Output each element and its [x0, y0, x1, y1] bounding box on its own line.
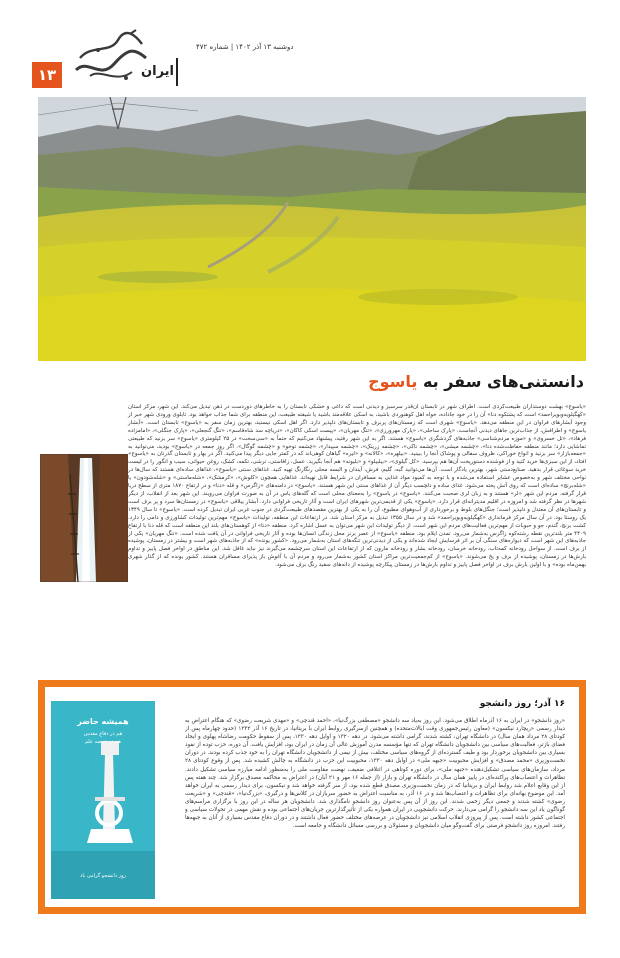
student-day-box	[38, 680, 586, 914]
article-body	[34, 404, 586, 678]
page-number: ۱۳	[32, 62, 62, 88]
poster-subtitle-2: هم در عرصه علم	[84, 739, 121, 745]
headline-text: دانستنی‌های سفر به	[417, 372, 584, 391]
page-header	[0, 0, 620, 92]
headline-highlight: یاسوج	[368, 372, 418, 391]
landscape-photo	[38, 97, 586, 361]
article-paragraph: «یاسوج» بهشت دوستداران طبیعت‌گردی است. اطراف شهر در تابستان آن‌قدر سرسبز و دیدنی است که داغی و خشکی تابستان را به خاطرهای دوردست در ذهن تبدیل می‌کند. این شهر، مرکز استان «کهگیلویه‌وبویراحمد» است که پشتکوه دنا» آن را در خود جاداده، خواه اهل کوهنوردی باشید، به اسکی علاقه‌مند باشید یا شیفته طبیعت، این منطقه برای شما جذاب خواهد بود. تابلوی ورودی شهر خبر از وجود آبشارهای فراوان در این منطقه می‌دهد. «یاسوج» شهری است که زمستان‌های پربرف و تابستان‌های دلپذیر دارد. اگر اهل اسکی نیستید، بهترین زمان سفر به «یاسوج» تابستان است. «آبشار یاسوج» و اطرافش، از جذاب‌ترین جاهای دیدنی آنجاست. «پارک ساحلی»، «پارک مهرورزی»، «تنگ مهریان»، «پیست اسکی کاکان»، «دریاچه سد شاه‌قاسم»، «تنگ گنجعلی»، «پارک جنگلی»، «امامزاده فرهاد»، «تل خسروی» و «موزه مردم‌شناسی» جاذبه‌های گردشگری «یاسوج» هستند. اگر به این شهر رفتید، پیشنهاد می‌کنیم که حتماً به «سی‌سخت» در ۲۵ کیلومتری «یاسوج» سر بزنید که طبیعتی تماشایی دارد؛ مانند منطقه حفاظت‌شده دنا»، «چشمه میشی»، «چشمه ناکی»، «چشمه زرینک»، «چشمه سپیدار»، «چشمه توخو» و «چشمه گوگال». اگر روز جمعه در «یاسوج» بودید، می‌توانید به «جمعه‌بازار» سر بزنید و انواع خوراکی، ظروف سفالی و پوشاک آنجا را ببینید. «بیلهره»، «کالانه» و «لیره» گیاهان کوهی‌اند که در کمتر جایی دیگر پیدا می‌کنید. اگر در بهار و تابستان گذرتان به «یاسوج» افتاد، از این سبزی‌ها خرید کنید و از فوشنده دستورپخت آن‌ها هم بپرسید. «کل گیلوی»، «بیلبیلو» و «بلیونه» هم آنجا بگیرید. عسل، زافاستی، ترشی، تکمه، کشک، روغن حیوانی، سیب و انگور را در لیست خرید سوغاتی قرار بدهید. صنایع‌دستی شهر، بهترین یادگار است. آن‌ها می‌توانید گبه، گلیم، فرش، آیندان و البسه محلی رنگارنگ تهیه کنید. غذاهای سنتی «یاسوج»، غذاهای ساده‌ای هستند که سال‌ها در نواحی مختلف شهر و به‌خصوص عشایر استفاده می‌شده و با توجه به کمبود مواد غذایی به مسافران در شرایط قابل تهیه‌اند. غذاهایی همچون «کلوش»، «کرمشک»، «شله‌ماستی» و «شله‌شودون» یا «شله‌برنج» ساده‌ای است که روی آتش پخته می‌شود. غذای ساده و دلچسب دیگر آن از غذاهای سنتی این شهر هستند. «یاسوج» در دامنه‌های «زاگرس» و قله «دنا» و در ارتفاع ۱۸۷۰ متری از سطح دریا قرار گرفته. مردم این شهر «لر» هستند و به زبان لری صحبت می‌کنند. «یاسوج» در یاسوج» را به‌معنای محلی است که گله‌های یاس در آن به صورت فراوان می‌رویند. این شهر بعد از انقلاب، از دیگر شهرها در نظر گرفته شد و امروزه در اقلیم مدیترانه‌ای قرار دارد. «یاسوج» یکی از قدیمی‌ترین شهرهای ایران است و آثار تاریخی فراوانی دارد. آبشار ییلاقی «یاسوج» در زمستان‌ها سرد و پر برف است و تابستان‌های آن معتدل و دلپذیر است؛ جنگل‌های بلوط و برخورداری از آب‌وهوای مطبوع، آن را به یکی از بهترین مقصدهای طبیعت‌گردی در جنوب غربی ایران تبدیل کرده است. «یاسوج» تا سال ۱۳۴۹ یک روستا بود. در آن سال مرکز فرمانداری «کهگیلویه‌وبویراحمد» شد و در سال ۱۳۵۵ تبدیل به مرکز استان شد. در ارتفاعات این منطقه، تولیدات «یاسوج» مهم‌ترین تولیدات کشاورزی و دامی را دارد. کشت برنج، گندم، جو و حبوبات از مهم‌ترین فعالیت‌های مردم این شهر است. از دیگر تولیدات این شهر می‌توان به عسل اشاره کرد. منطقه «دنا» از کوهستان‌های بلند این منطقه است که قله دنا با ارتفاع ۴۴۰۹ متر بلندترین نقطه رشته‌کوه زاگرس به‌شمار می‌رود. تمدن ایلام بود. منطقه «یاسوج» از عصر برنز محل زندگی انسان‌ها بوده و آثار تاریخی فراوانی در آن یافت شده است. «تنگ مهریان» یکی از جاذبه‌های این شهر است که دیواره‌های سنگی آن بر اثر فرسایش ایجاد شده‌اند و یکی از دیدنی‌ترین تنگه‌های استان به‌شمار می‌رود. «کشور یونده» که از جاذبه‌های شهر است و بیشتر در زمستان، پوشیده از برف است. از سواحل رودخانه کمه‌تاب، رودخانه خرسان، رودخانه بشار و رودخانه مارون که از ارتفاعات این استان سرچشمه می‌گیرند نیز نباید غافل شد. این مناطق در اواخر فصل پاییز و تداوم بارش‌ها در زمستان، پوشیده از برف و یخ می‌شوند. «یاسوج» از کم‌جمعیت‌ترین مراکز استان کشور به‌شمار می‌رود و مردم آن با آغوش باز پذیرای مسافران هستند. کشور یونده که از گذار شهری بهمن‌ماه بوده» و با اولین بارش برف در اواخر فصل پاییز و تداوم بارش‌ها در زمستان پیکارچه پوشیده از دانه‌های سفید رنگ برف می‌شود.	[127, 404, 586, 569]
dateline: دوشنبه ۱۳ آذر ۱۴۰۲ | شماره ۴۷۲	[196, 43, 294, 51]
box-title: ۱۶ آذر؛ روز دانشجو	[479, 699, 565, 709]
waterfall-photo	[40, 454, 128, 582]
poster-caption: روز دانشجو گرامی باد	[80, 873, 126, 879]
box-body: «روز دانشجو» در ایران به ۱۶ آذرماه اطلاق می‌شود. این روز به‌یاد سه دانشجو «مصطفی بزرگ‌نیا»، «احمد قندچی» و «مهدی شریعت رضوی» که هنگام اعتراض به دیدار رسمی «ریچارد نیکسون» (معاون رئیس‌جمهوری وقت ایالات‌متحده) و همچنین ازسرگیری روابط ایران با بریتانیا، در تاریخ ۱۶ آذر ۱۳۳۲ (حدود چهارماه پس از کودتای ۲۸ مرداد همان سال) در دانشگاه تهران، کشته شدند، گرامی داشته می‌شود. در دهه ۱۳۲۰ و اوایل دهه ۱۳۳۰، پس از سقوط حکومت رضاشاه پهلوی و ایجاد فضای بازتر، فعالیت‌های سیاسی بین دانشجویان دانشگاه تهران که تنها مؤسسه مدرن آموزش عالی آن زمان در ایران بود، افزایش یافت. آن دوره، حزب توده از نفوذ بسیاری بین دانشجویان برخوردار بود و طیف گسترده‌ای از گروه‌های سیاسی مختلف، بیش از نیمی از دانشجویان دانشگاه تهران را به خود جذب کرده بودند. در دوران نخست‌وزیری «محمد مصدق» و افزایش محبوبیت «جبهه ملی» در اوایل دهه ۱۳۳۰، محبوبیت این حزب در دانشگاه به چالش کشیده شد. پس از وقوع کودتای ۲۸ مرداد، سازمان‌های سیاسی تشکیل‌دهنده «جبهه ملی»، برای دوره کوتاهی در ائتلافی ضعیف، نهضت مقاومت ملی را به‌منظور ادامه مبارزه سیاسی تشکیل دادند. تظاهرات و اعتصاب‌های پراکنده‌ای در پاییز همان سال در دانشگاه تهران و بازار (از جمله ۱۶ مهر و ۲۱ آبان) در اعتراض به محاکمه مصدق برگزار شد. چند هفته پس از این وقایع اعلام شد روابط ایران و بریتانیا که در زمان نخست‌وزیری مصدق قطع شده بود، از سر گرفته خواهد شد و نیکسون، برای دیدار رسمی به ایران خواهد آمد. این موضوع بهانه‌ای برای تظاهرات و اعتصاب‌ها شد و در ۱۶ آذر، به مناسبت اعتراض به حضور سربازان در کلاس‌ها و درگیری، «بزرگ‌نیا»، «قندچی» و «شریعت رضوی» کشته شدند و جمعی دیگر زخمی شدند. این روز از آن پس به‌عنوان روز دانشجو نامگذاری شد. دانشجویان هر ساله در این روز با برگزاری مراسم‌های گوناگون یاد این سه دانشجو را گرامی می‌دارند. حرکت دانشجویی در ایران همواره یکی از تأثیرگذارترین جریان‌های اجتماعی بوده و نقش مهمی در تحولات سیاسی و اجتماعی کشور داشته است. پس از پیروزی انقلاب اسلامی نیز دانشجویان در عرصه‌های مختلف حضور فعال داشتند و در دوران دفاع مقدس بسیاری از آنان به جبهه‌ها رفتند. امروزه روز دانشجو فرصتی برای گفت‌وگو میان دانشجویان و مسئولان و بررسی مسائل دانشگاه و جامعه است.	[185, 718, 565, 830]
newspaper-logo	[70, 28, 152, 88]
poster-title: همیشه حاضر	[77, 717, 129, 726]
header-divider	[176, 58, 178, 86]
section-label: ایران	[141, 64, 174, 79]
article-headline	[368, 372, 584, 391]
poster-subtitle-1: هم در دفاع مقدس	[83, 731, 123, 737]
